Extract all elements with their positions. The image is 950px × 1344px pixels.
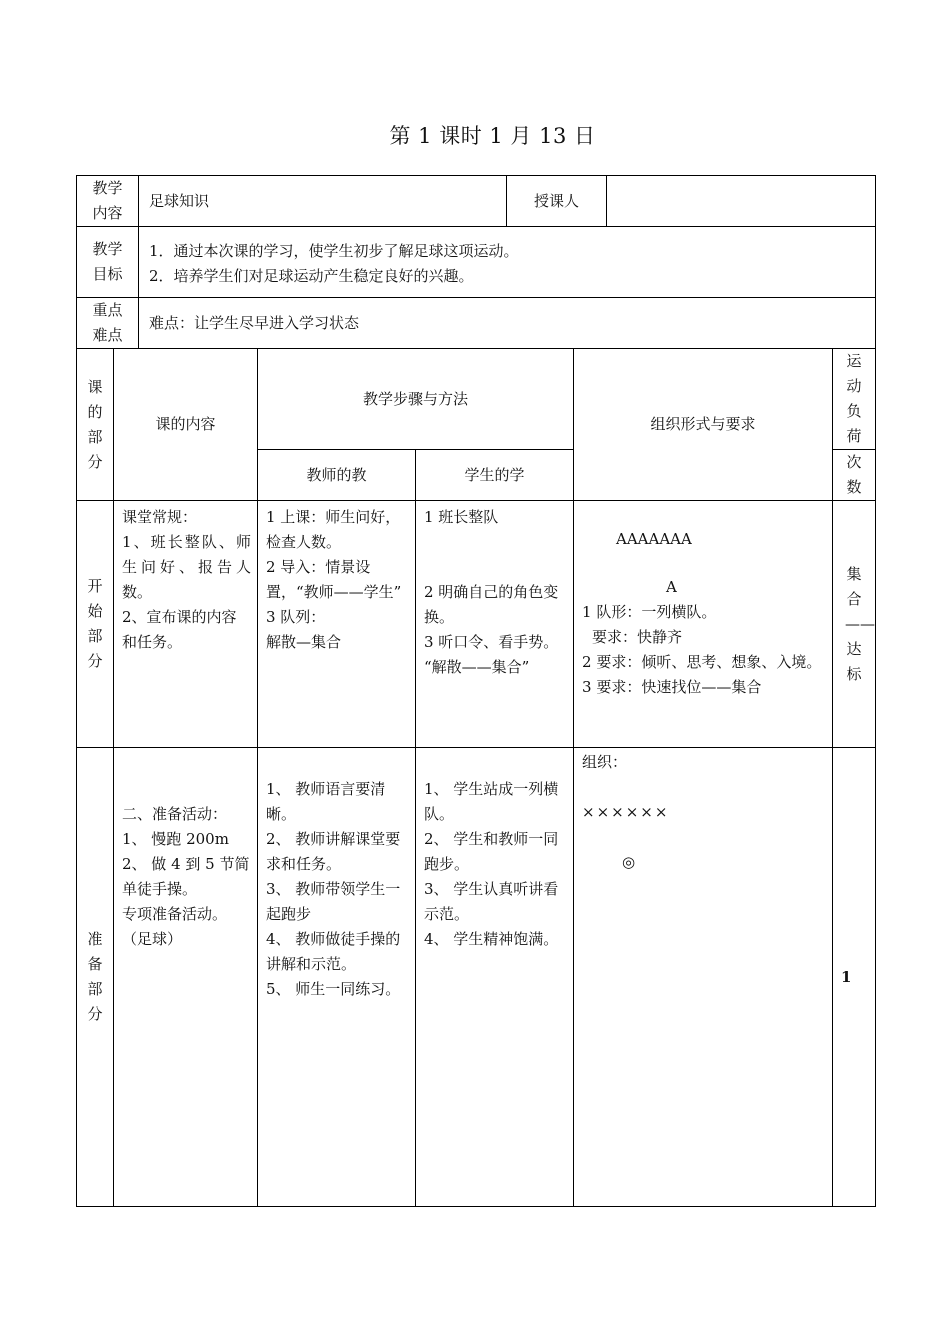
row-start-content: 课堂常规： 1、班长整队、师生问好、报告人数。 2、宣布课的内容和任务。 — [114, 501, 258, 748]
row-part-prep: 准备部分 — [77, 748, 114, 1207]
row-start-organization: AAAAAAA A 1 队形：一列横队。 要求：快静齐 2 要求：倾听、思考、想象、入境。 3 要求：快速找位——集合 — [574, 501, 833, 748]
col-part: 课的部分 — [77, 349, 114, 501]
row-prep-student: 1、 学生站成一列横队。 2、 学生和教师一同跑步。 3、 学生认真听讲看示范。 4、 学生精神饱满。 — [416, 748, 574, 1207]
col-organization: 组织形式与要求 — [574, 349, 833, 501]
col-teacher: 教师的教 — [258, 450, 416, 501]
row-prep-load: 1 — [833, 748, 876, 1207]
col-count: 次数 — [833, 450, 876, 501]
difficulty-value: 难点：让学生尽早进入学习状态 — [139, 298, 876, 349]
row-start-load: 集合——达标 — [833, 501, 876, 748]
row-prep-content: 二、准备活动： 1、 慢跑 200m 2、 做 4 到 5 节简单徒手操。 专项准备活动。 （足球） — [114, 748, 258, 1207]
formation-row: AAAAAAA — [616, 530, 692, 548]
col-student: 学生的学 — [416, 450, 574, 501]
col-load: 运动负荷 — [833, 349, 876, 450]
col-content: 课的内容 — [114, 349, 258, 501]
teacher-value — [607, 176, 876, 227]
col-steps: 教学步骤与方法 — [258, 349, 574, 450]
difficulty-label: 重点难点 — [77, 298, 139, 349]
header-table — [76, 175, 876, 349]
row-prep-organization: 组织： ×××××× ◎ — [574, 748, 833, 1207]
objective-2: 2．培养学生们对足球运动产生稳定良好的兴趣。 — [149, 267, 474, 285]
leader-mark: A — [666, 578, 677, 596]
lesson-table — [76, 348, 876, 1207]
teacher-label: 授课人 — [507, 176, 607, 227]
objective-1: 1．通过本次课的学习，使学生初步了解足球这项运动。 — [149, 242, 519, 260]
objective-label: 教学目标 — [77, 227, 139, 298]
row-part-start: 开始部分 — [77, 501, 114, 748]
formation-row-prep: ×××××× — [582, 803, 670, 821]
row-start-teacher: 1 上课：师生问好，检查人数。 2 导入：情景设置，“教师——学生” 3 队列： 解散—集合 — [258, 501, 416, 748]
content-value: 足球知识 — [139, 176, 507, 227]
row-start-student: 1 班长整队 2 明确自己的角色变换。 3 听口令、看手势。 “解散——集合” — [416, 501, 574, 748]
row-prep-teacher: 1、 教师语言要清晰。 2、 教师讲解课堂要求和任务。 3、 教师带领学生一起跑步 4、 教师做徒手操的讲解和示范。 5、 师生一同练习。 — [258, 748, 416, 1207]
objectives-cell — [139, 227, 876, 298]
page-title: 第 1 课时 1 月 13 日 — [389, 124, 596, 148]
leader-mark-prep: ◎ — [622, 853, 636, 871]
content-label: 教学内容 — [77, 176, 139, 227]
